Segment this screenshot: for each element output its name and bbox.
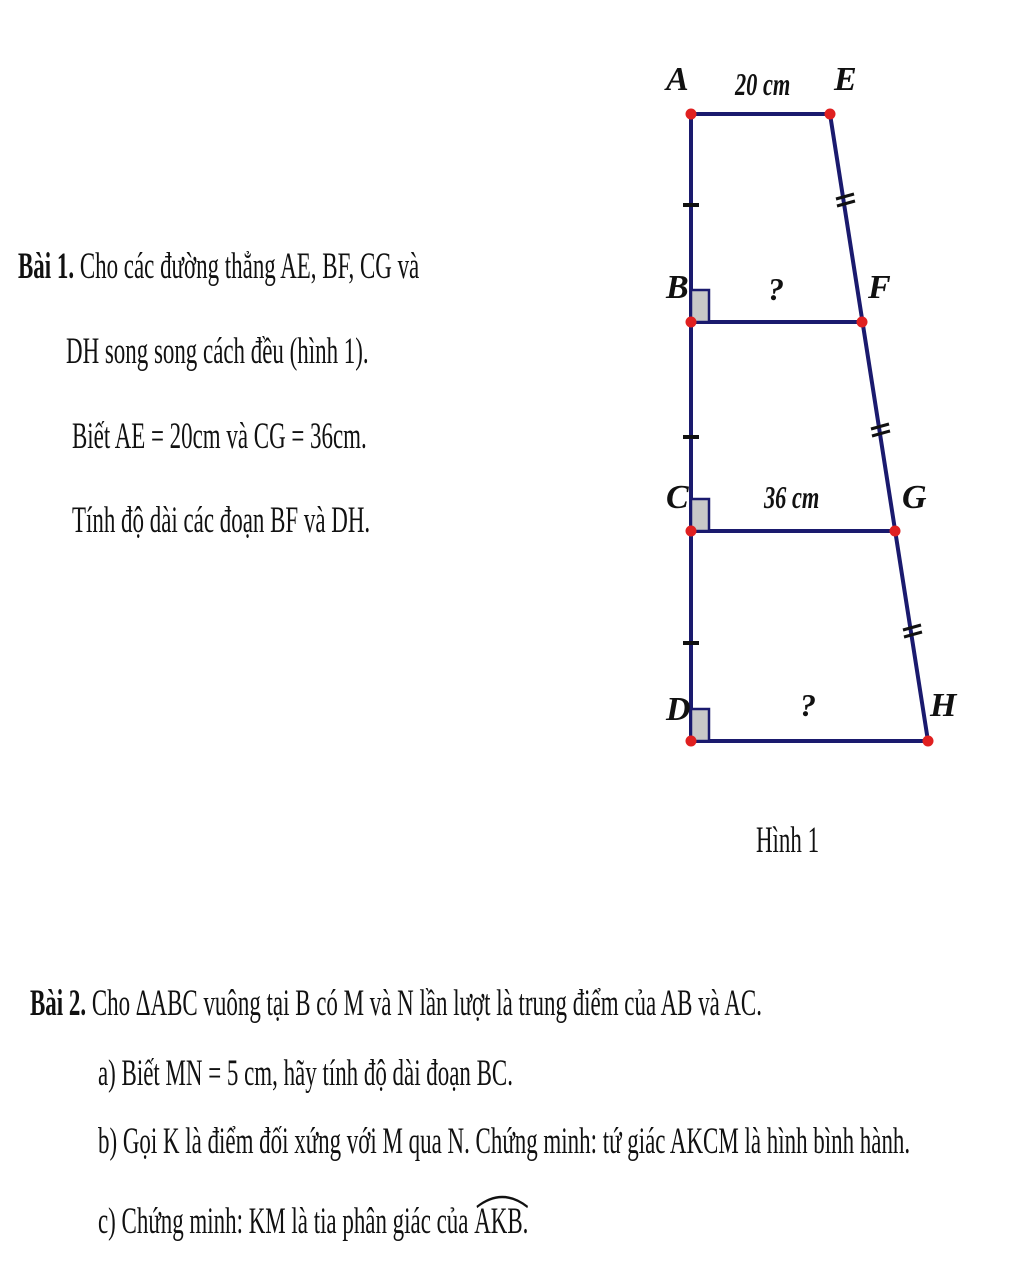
angle-AKB-label: AKB [474,1201,523,1242]
label-B: B [666,269,689,306]
label-G: G [902,479,927,516]
bai2-heading: Bài 2. [30,983,87,1024]
right-angle-markers [691,290,709,741]
bai2-part-c-suffix: . [522,1201,529,1242]
bai2-part-c [98,1203,528,1240]
label-E: E [834,61,857,98]
label-AE-length: 20 cm [735,66,791,102]
label-DH-unknown: ? [800,687,816,723]
figure-caption: Hình 1 [755,819,820,861]
point-F [857,317,868,328]
point-A [686,109,697,120]
bai2-intro-text: Cho ΔABC vuông tại B có M và N lần lượt là trung điểm của AB và AC. [91,983,762,1024]
label-BF-unknown: ? [768,271,784,307]
bai2-part-a: a) Biết MN = 5 cm, hãy tính độ dài đoạn BC. [98,1053,513,1094]
point-E [825,109,836,120]
point-H [923,736,934,747]
bai2-intro [30,985,762,1022]
bai2-part-c-text: c) Chứng minh: KM là tia phân giác của [98,1201,469,1242]
label-D: D [666,691,691,728]
bai2-part-b: b) Gọi K là điểm đối xứng với M qua N. Chứng minh: tứ giác AKCM là hình bình hành. [98,1121,911,1162]
bai1-line3: Biết AE = 20cm và CG = 36cm. [72,416,367,457]
right-angle-C [691,499,709,531]
angle-arc-icon [474,1193,530,1209]
label-CG-length: 36 cm [764,479,820,515]
bai1-line4: Tính độ dài các đoạn BF và DH. [72,500,371,541]
point-C [686,526,697,537]
point-B [686,317,697,328]
angle-AKB [474,1203,522,1240]
right-angle-B [691,290,709,322]
bai1-heading: Bài 1. [18,246,75,287]
right-angle-D [691,709,709,741]
bai1-line2: DH song song cách đều (hình 1). [66,331,369,372]
label-A: A [666,61,689,98]
points [686,109,934,747]
label-F: F [868,269,891,306]
label-H: H [930,687,957,724]
bai1-line1-text: Cho các đường thẳng AE, BF, CG và [79,246,420,287]
point-G [890,526,901,537]
label-C: C [666,479,689,516]
figure-lines [691,114,928,741]
point-D [686,736,697,747]
